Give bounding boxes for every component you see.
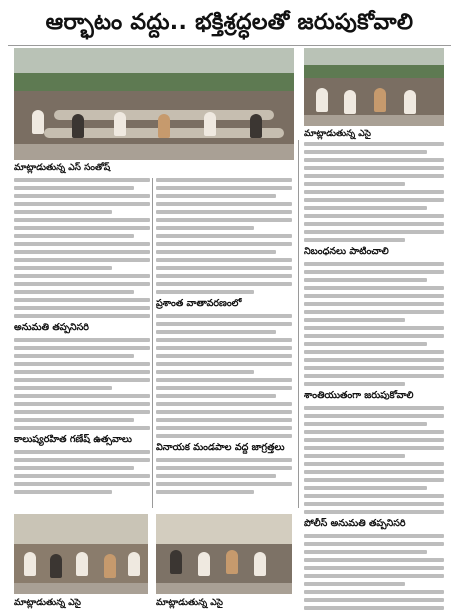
photo-person [198, 552, 210, 576]
text-line [14, 354, 134, 358]
text-line [14, 378, 150, 382]
section-heading: ప్రశాంత వాతావరణంలో [156, 298, 242, 309]
text-line [156, 210, 292, 214]
text-line [304, 334, 444, 338]
text-line [156, 474, 276, 478]
text-line [304, 286, 444, 290]
photo-floor [14, 583, 148, 594]
text-line [304, 326, 444, 330]
text-line [304, 142, 444, 146]
text-line [304, 574, 444, 578]
text-line [304, 262, 444, 266]
main-photo [14, 48, 294, 160]
text-line [14, 250, 150, 254]
text-line [156, 186, 292, 190]
text-line [14, 306, 150, 310]
text-line [304, 302, 444, 306]
text-line [304, 558, 444, 562]
photo-person [104, 554, 116, 578]
text-line [156, 386, 292, 390]
text-line [304, 206, 427, 210]
article-column-3 [304, 142, 444, 610]
text-line [304, 358, 444, 362]
text-line [156, 482, 292, 486]
text-line [304, 198, 444, 202]
text-line [156, 490, 254, 494]
photo-person [114, 112, 126, 136]
text-line [14, 210, 112, 214]
text-line [304, 182, 405, 186]
text-line [304, 430, 444, 434]
photo-person [128, 552, 140, 576]
text-line [304, 454, 405, 458]
photo-floor [304, 115, 444, 126]
text-line [304, 510, 444, 514]
text-line [14, 290, 134, 294]
section-heading: పోలీస్ అనుమతి తప్పనిసరి [304, 518, 406, 529]
text-line [304, 582, 405, 586]
text-line [304, 534, 444, 538]
text-line [156, 434, 292, 438]
text-line [14, 314, 150, 318]
text-line [304, 446, 444, 450]
photo-person [76, 552, 88, 576]
photo-person [226, 550, 238, 574]
text-line [156, 418, 292, 422]
photo-person [170, 550, 182, 574]
text-line [14, 186, 134, 190]
bottom-mid-photo-caption: మాట్లాడుతున్న ఎసై [156, 598, 223, 608]
text-line [304, 222, 444, 226]
text-line [304, 150, 427, 154]
text-line [14, 394, 150, 398]
photo-person [24, 552, 36, 576]
right-photo-caption: మాట్లాడుతున్న ఎసై [304, 129, 371, 139]
text-line [14, 226, 150, 230]
text-line [156, 258, 292, 262]
column-divider [152, 178, 153, 508]
text-line [304, 502, 444, 506]
text-line [156, 378, 292, 382]
text-line [14, 426, 150, 430]
text-line [304, 590, 444, 594]
text-line [156, 410, 292, 414]
text-line [156, 282, 292, 286]
text-line [156, 466, 292, 470]
section-heading: వినాయక మండపాల వద్ద జాగ్రత్తలు [156, 442, 285, 453]
right-photo [304, 48, 444, 126]
section-heading: శాంతియుతంగా జరుపుకోవాలి [304, 390, 414, 401]
text-line [156, 362, 292, 366]
text-line [14, 178, 150, 182]
text-line [156, 322, 292, 326]
text-line [304, 214, 444, 218]
text-line [14, 490, 112, 494]
text-line [304, 238, 405, 242]
photo-person [316, 88, 328, 112]
text-line [14, 466, 134, 470]
text-line [156, 402, 292, 406]
photo-person [32, 110, 44, 134]
headline-divider [8, 45, 451, 46]
text-line [304, 462, 444, 466]
text-line [304, 382, 405, 386]
text-line [304, 550, 427, 554]
photo-person [250, 114, 262, 138]
text-line [14, 274, 150, 278]
text-line [156, 226, 254, 230]
text-line [14, 474, 150, 478]
text-line [304, 190, 444, 194]
text-line [14, 402, 150, 406]
text-line [14, 386, 112, 390]
text-line [156, 202, 292, 206]
photo-person [50, 554, 62, 578]
section-heading: అనుమతి తప్పనిసరి [14, 322, 89, 333]
photo-floor [14, 144, 294, 160]
bottom-mid-photo [156, 514, 292, 594]
headline: ఆర్భాటం వద్దు.. భక్తిశ్రద్ధలతో జరుపుకోవాలి [45, 10, 414, 35]
text-line [14, 258, 150, 262]
text-line [156, 394, 276, 398]
text-line [14, 234, 134, 238]
text-line [14, 282, 150, 286]
column-divider [298, 140, 299, 508]
article-column-1 [14, 178, 150, 508]
text-line [14, 194, 150, 198]
bottom-left-photo-caption: మాట్లాడుతున్న ఎసై [14, 598, 81, 608]
text-line [14, 410, 150, 414]
text-line [156, 242, 292, 246]
photo-person [344, 90, 356, 114]
photo-person [72, 114, 84, 138]
text-line [14, 266, 112, 270]
text-line [156, 194, 276, 198]
text-line [156, 426, 292, 430]
text-line [156, 370, 254, 374]
text-line [304, 230, 444, 234]
text-line [156, 178, 292, 182]
text-line [156, 458, 292, 462]
photo-person [374, 88, 386, 112]
text-line [14, 482, 150, 486]
text-line [156, 338, 292, 342]
text-line [304, 158, 444, 162]
photo-person [254, 552, 266, 576]
text-line [304, 598, 444, 602]
text-line [304, 318, 405, 322]
text-line [304, 414, 444, 418]
photo-wall [156, 514, 292, 544]
text-line [14, 202, 150, 206]
text-line [304, 166, 444, 170]
section-heading: నిబంధనలు పాటించాలి [304, 246, 389, 257]
text-line [304, 438, 444, 442]
text-line [14, 418, 134, 422]
text-line [304, 270, 444, 274]
text-line [304, 174, 444, 178]
text-line [156, 314, 292, 318]
text-line [304, 542, 444, 546]
photo-person [404, 90, 416, 114]
text-line [156, 266, 292, 270]
main-photo-caption: మాట్లాడుతున్న ఎస్ సంతోష్ [14, 163, 111, 173]
text-line [14, 370, 150, 374]
article-column-2 [156, 178, 292, 508]
text-line [304, 486, 427, 490]
text-line [14, 338, 150, 342]
text-line [304, 470, 444, 474]
text-line [14, 242, 150, 246]
text-line [14, 298, 150, 302]
text-line [304, 342, 427, 346]
text-line [304, 310, 444, 314]
text-line [304, 278, 427, 282]
text-line [156, 234, 292, 238]
text-line [156, 274, 292, 278]
text-line [14, 362, 150, 366]
text-line [156, 250, 276, 254]
text-line [304, 374, 444, 378]
photo-wall [14, 514, 148, 546]
photo-person [158, 114, 170, 138]
text-line [304, 366, 444, 370]
text-line [14, 346, 150, 350]
text-line [14, 450, 150, 454]
section-heading: కాలుష్యరహిత గణేష్ ఉత్సవాలు [14, 434, 132, 445]
text-line [304, 406, 444, 410]
bottom-left-photo [14, 514, 148, 594]
text-line [304, 478, 444, 482]
text-line [156, 330, 276, 334]
text-line [156, 354, 292, 358]
text-line [14, 458, 150, 462]
photo-floor [156, 583, 292, 594]
text-line [156, 218, 292, 222]
text-line [14, 218, 150, 222]
photo-person [204, 112, 216, 136]
text-line [156, 290, 254, 294]
text-line [304, 350, 444, 354]
text-line [304, 566, 444, 570]
text-line [304, 422, 427, 426]
text-line [156, 346, 292, 350]
text-line [304, 494, 444, 498]
text-line [304, 294, 444, 298]
text-line [304, 606, 444, 610]
